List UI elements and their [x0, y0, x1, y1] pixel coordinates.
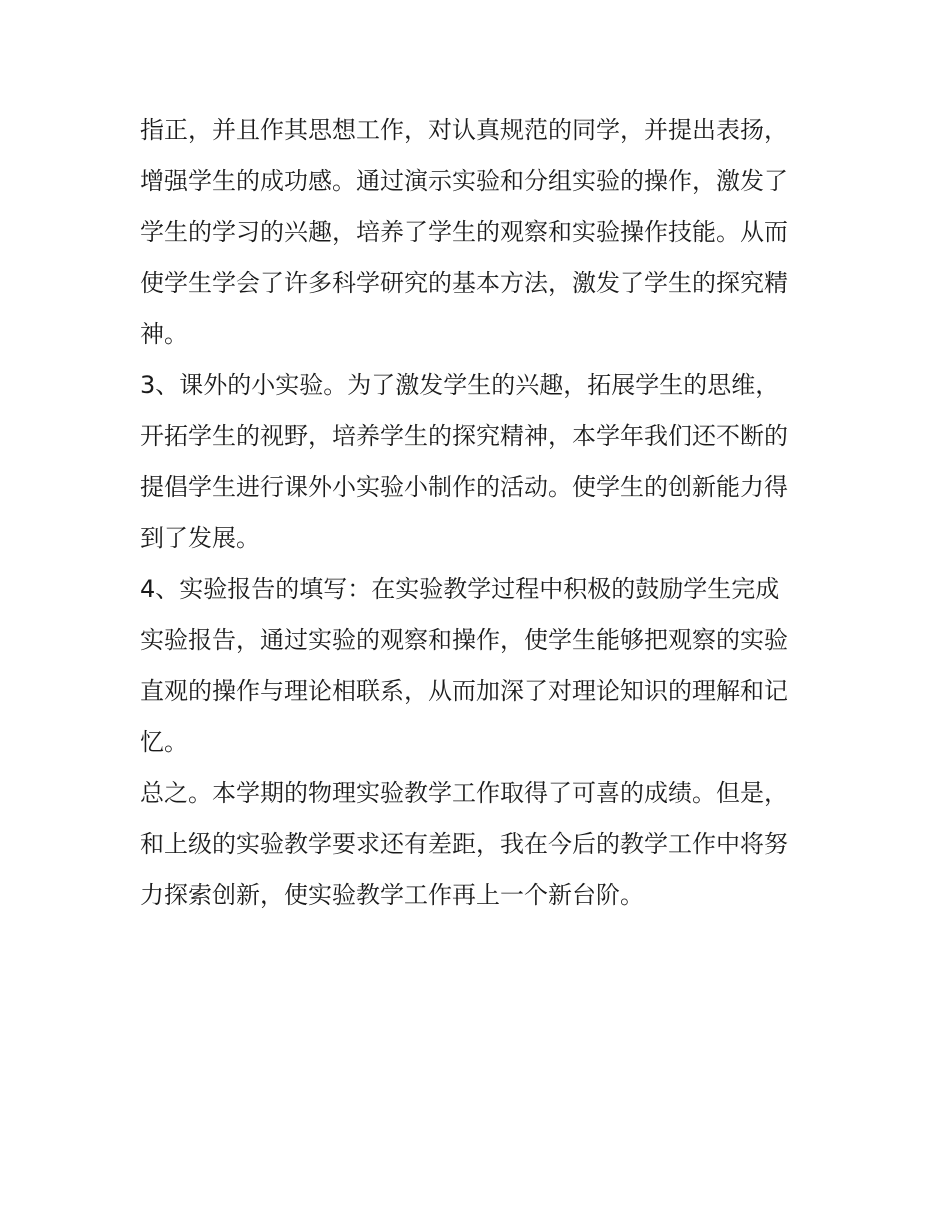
text-line: 提倡学生进行课外小实验小制作的活动。使学生的创新能力得: [140, 473, 788, 501]
text-line: 增强学生的成功感。通过演示实验和分组实验的操作，激发了: [140, 167, 788, 195]
text-line: 开拓学生的视野，培养学生的探究精神，本学年我们还不断的: [140, 422, 788, 450]
text-line: 力探索创新，使实验教学工作再上一个新台阶。: [140, 881, 644, 909]
text-line: 和上级的实验教学要求还有差距，我在今后的教学工作中将努: [140, 830, 788, 858]
text-line: 4、实验报告的填写：在实验教学过程中积极的鼓励学生完成: [140, 575, 780, 603]
text-line: 神。: [140, 320, 188, 348]
text-line: 使学生学会了许多科学研究的基本方法，激发了学生的探究精: [140, 269, 788, 297]
document-body: [140, 105, 820, 921]
text-line: 指正，并且作其思想工作，对认真规范的同学，并提出表扬，: [140, 116, 788, 144]
text-line: 3、课外的小实验。为了激发学生的兴趣，拓展学生的思维，: [140, 371, 780, 399]
text-line: 到了发展。: [140, 524, 260, 552]
text-line: 实验报告，通过实验的观察和操作，使学生能够把观察的实验: [140, 626, 788, 654]
text-line: 直观的操作与理论相联系，从而加深了对理论知识的理解和记: [140, 677, 788, 705]
text-line: 忆。: [140, 728, 188, 756]
text-line: 学生的学习的兴趣，培养了学生的观察和实验操作技能。从而: [140, 218, 788, 246]
text-line: 总之。本学期的物理实验教学工作取得了可喜的成绩。但是，: [140, 779, 788, 807]
